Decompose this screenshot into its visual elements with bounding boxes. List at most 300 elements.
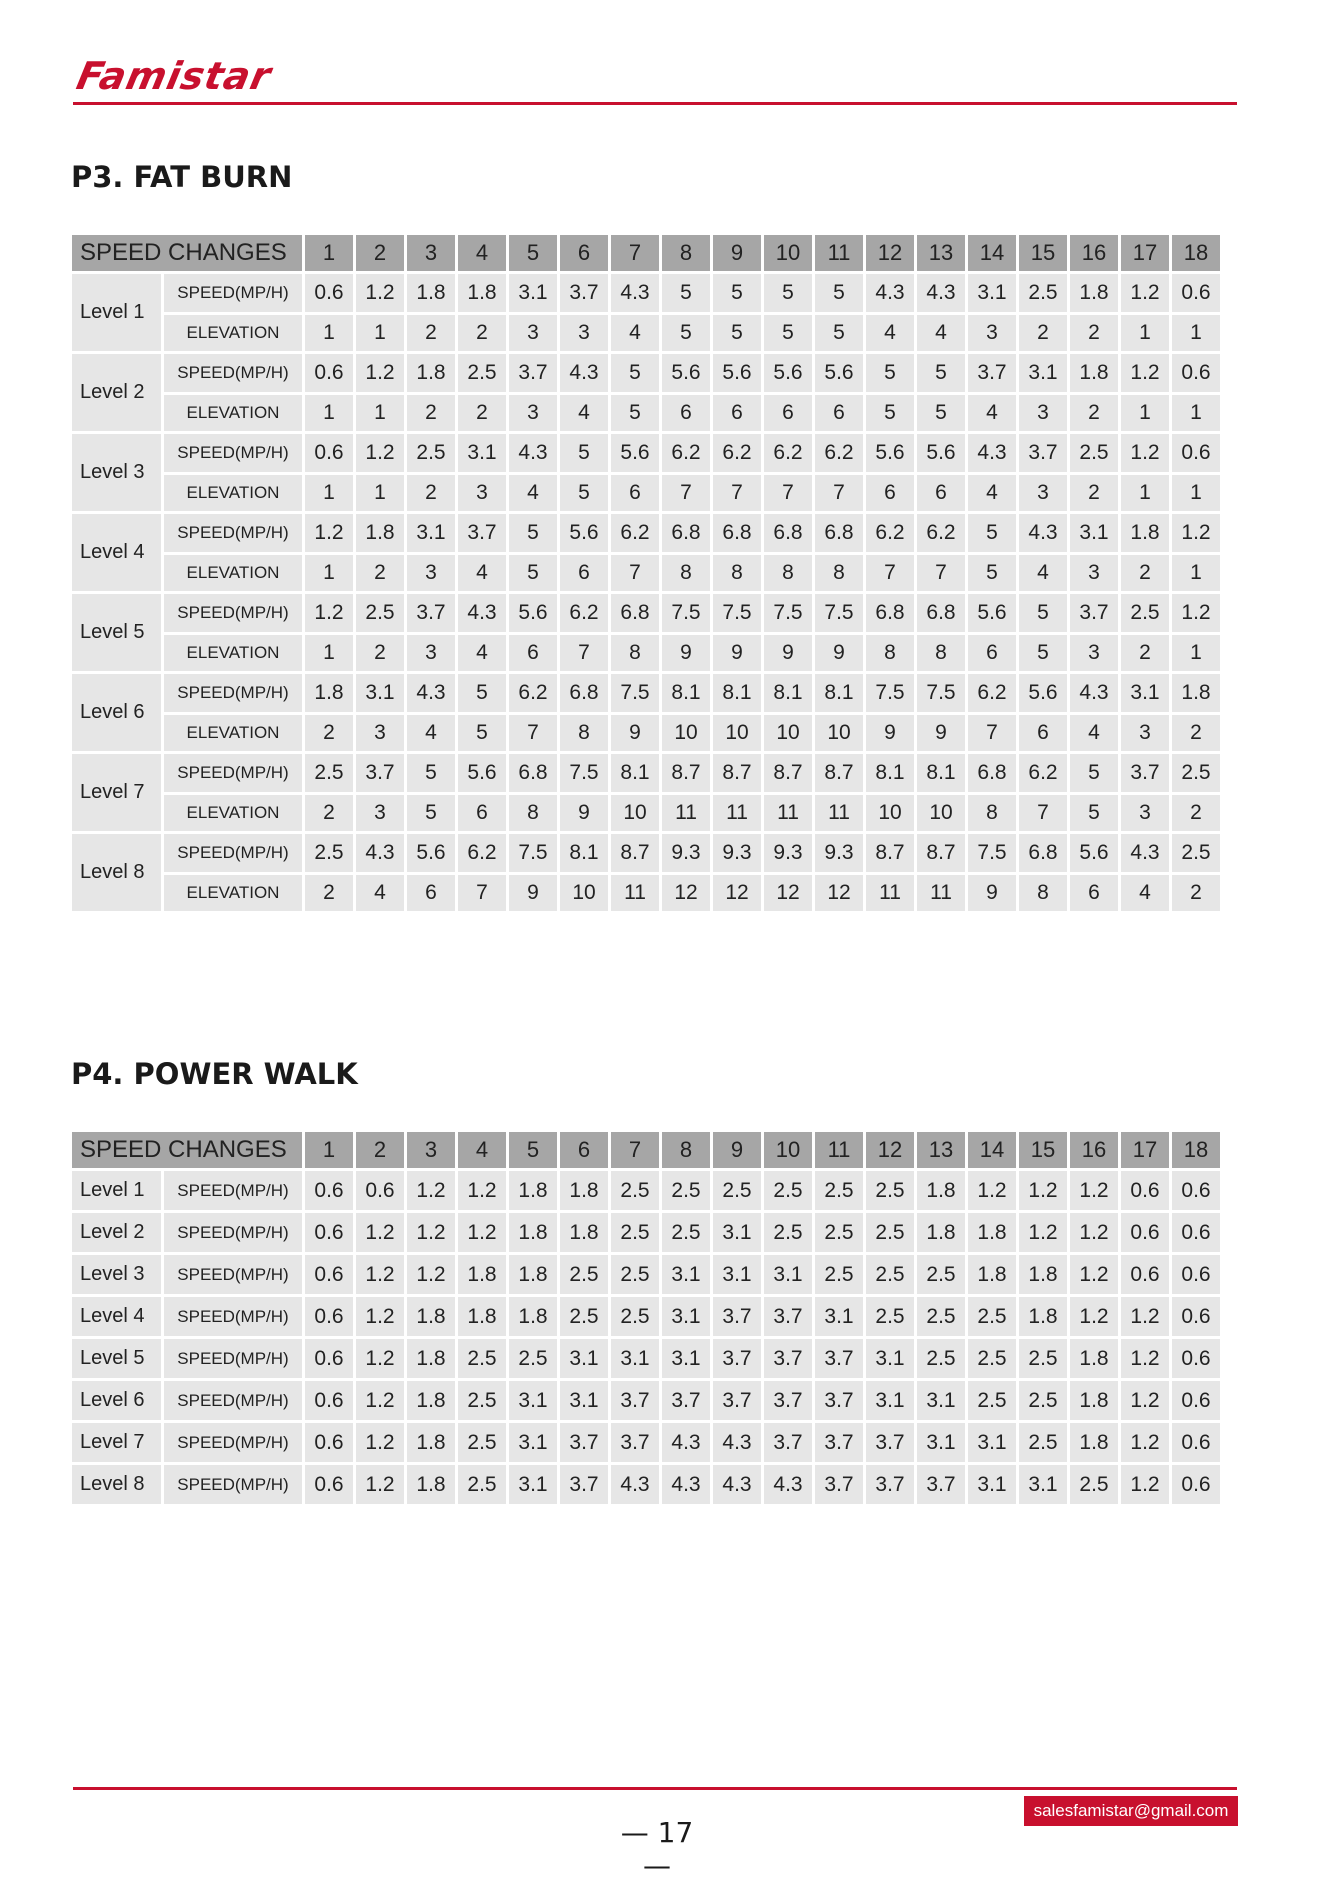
speed-cell: 3.1 bbox=[560, 1381, 608, 1420]
speed-cell: 0.6 bbox=[1121, 1213, 1169, 1252]
elevation-cell: 9 bbox=[662, 635, 710, 671]
speed-cell: 8.7 bbox=[713, 754, 761, 792]
elevation-cell: 10 bbox=[764, 715, 812, 751]
elevation-cell: 5 bbox=[407, 795, 455, 831]
speed-cell: 8.1 bbox=[764, 674, 812, 712]
elevation-cell: 3 bbox=[1070, 635, 1118, 671]
segment-header: 2 bbox=[356, 1132, 404, 1168]
speed-cell: 1.2 bbox=[1121, 434, 1169, 472]
speed-cell: 3.7 bbox=[1121, 754, 1169, 792]
speed-row-label: SPEED(MP/H) bbox=[164, 1339, 302, 1378]
elevation-cell: 4 bbox=[509, 475, 557, 511]
speed-cell: 1.8 bbox=[407, 1423, 455, 1462]
speed-cell: 3.7 bbox=[407, 594, 455, 632]
speed-cell: 3.1 bbox=[866, 1339, 914, 1378]
speed-cell: 7.5 bbox=[509, 834, 557, 872]
speed-row-label: SPEED(MP/H) bbox=[164, 1423, 302, 1462]
elevation-cell: 2 bbox=[1019, 315, 1067, 351]
speed-cell: 2.5 bbox=[458, 354, 506, 392]
speed-cell: 3.7 bbox=[917, 1465, 965, 1504]
speed-cell: 4.3 bbox=[1019, 514, 1067, 552]
elevation-cell: 6 bbox=[968, 635, 1016, 671]
level-label: Level 1 bbox=[72, 1171, 161, 1210]
speed-cell: 8.7 bbox=[662, 754, 710, 792]
speed-cell: 6.2 bbox=[917, 514, 965, 552]
level-label: Level 7 bbox=[72, 1423, 161, 1462]
speed-cell: 4.3 bbox=[713, 1423, 761, 1462]
speed-cell: 3.1 bbox=[407, 514, 455, 552]
elevation-cell: 1 bbox=[1172, 475, 1220, 511]
elevation-cell: 10 bbox=[662, 715, 710, 751]
segment-header: 13 bbox=[917, 235, 965, 271]
elevation-cell: 9 bbox=[611, 715, 659, 751]
speed-cell: 3.1 bbox=[815, 1297, 863, 1336]
speed-cell: 3.1 bbox=[968, 1465, 1016, 1504]
level-label: Level 8 bbox=[72, 834, 161, 911]
elevation-cell: 11 bbox=[815, 795, 863, 831]
speed-cell: 4.3 bbox=[611, 1465, 659, 1504]
segment-header: 3 bbox=[407, 235, 455, 271]
elevation-cell: 11 bbox=[662, 795, 710, 831]
speed-cell: 3.1 bbox=[713, 1213, 761, 1252]
speed-changes-header: SPEED CHANGES bbox=[72, 1132, 302, 1168]
elevation-cell: 10 bbox=[611, 795, 659, 831]
speed-cell: 3.7 bbox=[713, 1339, 761, 1378]
speed-cell: 4.3 bbox=[458, 594, 506, 632]
speed-cell: 1.2 bbox=[1019, 1171, 1067, 1210]
speed-cell: 2.5 bbox=[1172, 834, 1220, 872]
elevation-cell: 5 bbox=[560, 475, 608, 511]
speed-cell: 6.2 bbox=[611, 514, 659, 552]
speed-cell: 1.2 bbox=[1121, 1297, 1169, 1336]
section-title-p3: P3. FAT BURN bbox=[71, 160, 293, 194]
speed-cell: 1.8 bbox=[407, 274, 455, 312]
speed-cell: 3.7 bbox=[764, 1297, 812, 1336]
power-walk-table bbox=[69, 1129, 1223, 1507]
speed-cell: 3.7 bbox=[356, 754, 404, 792]
speed-cell: 6.2 bbox=[662, 434, 710, 472]
speed-cell: 7.5 bbox=[917, 674, 965, 712]
elevation-cell: 2 bbox=[458, 395, 506, 431]
speed-cell: 3.7 bbox=[764, 1339, 812, 1378]
speed-cell: 0.6 bbox=[1172, 1171, 1220, 1210]
speed-cell: 2.5 bbox=[1019, 1339, 1067, 1378]
segment-header: 18 bbox=[1172, 1132, 1220, 1168]
elevation-cell: 6 bbox=[866, 475, 914, 511]
speed-cell: 2.5 bbox=[866, 1255, 914, 1294]
speed-cell: 3.7 bbox=[1019, 434, 1067, 472]
speed-cell: 5 bbox=[662, 274, 710, 312]
elevation-cell: 2 bbox=[305, 715, 353, 751]
speed-cell: 4.3 bbox=[407, 674, 455, 712]
elevation-cell: 8 bbox=[917, 635, 965, 671]
elevation-cell: 7 bbox=[764, 475, 812, 511]
elevation-cell: 10 bbox=[917, 795, 965, 831]
elevation-cell: 7 bbox=[458, 875, 506, 911]
speed-cell: 5 bbox=[1070, 754, 1118, 792]
elevation-cell: 8 bbox=[764, 555, 812, 591]
elevation-cell: 6 bbox=[407, 875, 455, 911]
speed-cell: 1.2 bbox=[458, 1213, 506, 1252]
speed-cell: 3.7 bbox=[662, 1381, 710, 1420]
elevation-cell: 6 bbox=[662, 395, 710, 431]
speed-cell: 5 bbox=[560, 434, 608, 472]
elevation-cell: 8 bbox=[866, 635, 914, 671]
speed-cell: 1.2 bbox=[1070, 1255, 1118, 1294]
speed-cell: 6.8 bbox=[1019, 834, 1067, 872]
elevation-cell: 3 bbox=[509, 395, 557, 431]
elevation-cell: 7 bbox=[611, 555, 659, 591]
elevation-cell: 5 bbox=[458, 715, 506, 751]
elevation-row-label: ELEVATION bbox=[164, 795, 302, 831]
elevation-cell: 10 bbox=[866, 795, 914, 831]
elevation-cell: 3 bbox=[509, 315, 557, 351]
speed-cell: 1.2 bbox=[1070, 1171, 1118, 1210]
elevation-cell: 4 bbox=[1070, 715, 1118, 751]
speed-cell: 7.5 bbox=[713, 594, 761, 632]
speed-cell: 2.5 bbox=[305, 754, 353, 792]
speed-cell: 5 bbox=[458, 674, 506, 712]
speed-cell: 7.5 bbox=[764, 594, 812, 632]
elevation-cell: 2 bbox=[407, 475, 455, 511]
speed-cell: 1.8 bbox=[305, 674, 353, 712]
segment-header: 9 bbox=[713, 235, 761, 271]
speed-cell: 5 bbox=[713, 274, 761, 312]
elevation-cell: 3 bbox=[1121, 795, 1169, 831]
speed-cell: 7.5 bbox=[815, 594, 863, 632]
speed-cell: 8.1 bbox=[917, 754, 965, 792]
elevation-cell: 1 bbox=[1121, 395, 1169, 431]
speed-cell: 6.8 bbox=[968, 754, 1016, 792]
segment-header: 4 bbox=[458, 235, 506, 271]
elevation-cell: 1 bbox=[1121, 315, 1169, 351]
page-number: — 17 — bbox=[620, 1816, 694, 1882]
speed-cell: 6.8 bbox=[509, 754, 557, 792]
speed-cell: 5 bbox=[815, 274, 863, 312]
speed-cell: 3.1 bbox=[968, 1423, 1016, 1462]
speed-cell: 3.1 bbox=[509, 1423, 557, 1462]
speed-cell: 3.1 bbox=[968, 274, 1016, 312]
segment-header: 17 bbox=[1121, 1132, 1169, 1168]
speed-cell: 1.8 bbox=[509, 1297, 557, 1336]
speed-cell: 5.6 bbox=[407, 834, 455, 872]
speed-cell: 2.5 bbox=[815, 1213, 863, 1252]
elevation-cell: 4 bbox=[1019, 555, 1067, 591]
elevation-cell: 5 bbox=[866, 395, 914, 431]
speed-cell: 3.7 bbox=[713, 1297, 761, 1336]
speed-cell: 9.3 bbox=[713, 834, 761, 872]
speed-cell: 1.8 bbox=[509, 1171, 557, 1210]
speed-cell: 3.7 bbox=[509, 354, 557, 392]
elevation-cell: 11 bbox=[917, 875, 965, 911]
elevation-cell: 8 bbox=[560, 715, 608, 751]
elevation-cell: 5 bbox=[815, 315, 863, 351]
contact-email[interactable]: salesfamistar@gmail.com bbox=[1024, 1796, 1238, 1826]
elevation-cell: 7 bbox=[713, 475, 761, 511]
elevation-cell: 2 bbox=[1070, 475, 1118, 511]
speed-cell: 3.1 bbox=[1070, 514, 1118, 552]
segment-header: 8 bbox=[662, 235, 710, 271]
speed-cell: 0.6 bbox=[305, 1255, 353, 1294]
speed-cell: 5.6 bbox=[458, 754, 506, 792]
elevation-cell: 6 bbox=[713, 395, 761, 431]
elevation-cell: 8 bbox=[968, 795, 1016, 831]
speed-cell: 0.6 bbox=[1172, 1339, 1220, 1378]
elevation-cell: 4 bbox=[968, 475, 1016, 511]
speed-cell: 1.8 bbox=[1121, 514, 1169, 552]
speed-cell: 2.5 bbox=[458, 1381, 506, 1420]
elevation-cell: 10 bbox=[815, 715, 863, 751]
segment-header: 9 bbox=[713, 1132, 761, 1168]
speed-cell: 0.6 bbox=[305, 434, 353, 472]
speed-cell: 2.5 bbox=[764, 1171, 812, 1210]
segment-header: 7 bbox=[611, 235, 659, 271]
elevation-cell: 5 bbox=[713, 315, 761, 351]
elevation-cell: 9 bbox=[866, 715, 914, 751]
elevation-cell: 1 bbox=[356, 395, 404, 431]
speed-cell: 0.6 bbox=[1172, 1255, 1220, 1294]
speed-row-label: SPEED(MP/H) bbox=[164, 1297, 302, 1336]
speed-cell: 5.6 bbox=[509, 594, 557, 632]
speed-cell: 9.3 bbox=[815, 834, 863, 872]
elevation-cell: 4 bbox=[407, 715, 455, 751]
elevation-cell: 5 bbox=[1019, 635, 1067, 671]
speed-cell: 4.3 bbox=[866, 274, 914, 312]
segment-header: 6 bbox=[560, 235, 608, 271]
speed-cell: 7.5 bbox=[866, 674, 914, 712]
speed-cell: 6.8 bbox=[713, 514, 761, 552]
speed-row-label: SPEED(MP/H) bbox=[164, 674, 302, 712]
speed-cell: 3.7 bbox=[764, 1381, 812, 1420]
elevation-cell: 1 bbox=[305, 395, 353, 431]
speed-cell: 1.2 bbox=[356, 354, 404, 392]
level-label: Level 6 bbox=[72, 674, 161, 751]
speed-cell: 0.6 bbox=[356, 1171, 404, 1210]
speed-cell: 1.8 bbox=[917, 1171, 965, 1210]
speed-cell: 3.1 bbox=[509, 1381, 557, 1420]
speed-cell: 1.8 bbox=[407, 1465, 455, 1504]
speed-cell: 3.1 bbox=[713, 1255, 761, 1294]
level-label: Level 8 bbox=[72, 1465, 161, 1504]
speed-cell: 3.7 bbox=[968, 354, 1016, 392]
speed-cell: 1.2 bbox=[458, 1171, 506, 1210]
elevation-cell: 1 bbox=[356, 315, 404, 351]
elevation-cell: 7 bbox=[917, 555, 965, 591]
speed-cell: 5 bbox=[866, 354, 914, 392]
speed-cell: 4.3 bbox=[968, 434, 1016, 472]
elevation-cell: 9 bbox=[560, 795, 608, 831]
elevation-cell: 2 bbox=[1121, 635, 1169, 671]
elevation-cell: 7 bbox=[815, 475, 863, 511]
speed-cell: 5.6 bbox=[917, 434, 965, 472]
speed-cell: 3.7 bbox=[815, 1423, 863, 1462]
speed-changes-header: SPEED CHANGES bbox=[72, 235, 302, 271]
speed-cell: 1.8 bbox=[458, 274, 506, 312]
speed-cell: 3.1 bbox=[866, 1381, 914, 1420]
speed-cell: 1.2 bbox=[356, 1339, 404, 1378]
speed-cell: 2.5 bbox=[305, 834, 353, 872]
speed-cell: 3.1 bbox=[509, 1465, 557, 1504]
speed-row-label: SPEED(MP/H) bbox=[164, 1381, 302, 1420]
speed-cell: 7.5 bbox=[560, 754, 608, 792]
segment-header: 15 bbox=[1019, 1132, 1067, 1168]
elevation-cell: 1 bbox=[356, 475, 404, 511]
speed-cell: 4.3 bbox=[917, 274, 965, 312]
speed-row-label: SPEED(MP/H) bbox=[164, 1255, 302, 1294]
section-title-p4: P4. POWER WALK bbox=[71, 1057, 358, 1091]
elevation-cell: 8 bbox=[713, 555, 761, 591]
speed-cell: 2.5 bbox=[917, 1255, 965, 1294]
speed-cell: 4.3 bbox=[1070, 674, 1118, 712]
elevation-cell: 10 bbox=[713, 715, 761, 751]
speed-cell: 5 bbox=[611, 354, 659, 392]
speed-cell: 1.8 bbox=[407, 1297, 455, 1336]
speed-cell: 5.6 bbox=[1070, 834, 1118, 872]
speed-cell: 2.5 bbox=[356, 594, 404, 632]
elevation-cell: 12 bbox=[662, 875, 710, 911]
speed-cell: 0.6 bbox=[1172, 1423, 1220, 1462]
elevation-cell: 3 bbox=[1070, 555, 1118, 591]
elevation-cell: 8 bbox=[815, 555, 863, 591]
segment-header: 15 bbox=[1019, 235, 1067, 271]
elevation-cell: 4 bbox=[560, 395, 608, 431]
speed-cell: 6.8 bbox=[611, 594, 659, 632]
speed-cell: 6.2 bbox=[764, 434, 812, 472]
speed-cell: 1.2 bbox=[356, 1381, 404, 1420]
speed-cell: 3.7 bbox=[815, 1339, 863, 1378]
speed-cell: 6.8 bbox=[560, 674, 608, 712]
elevation-cell: 11 bbox=[713, 795, 761, 831]
level-label: Level 5 bbox=[72, 594, 161, 671]
speed-cell: 1.8 bbox=[1070, 1339, 1118, 1378]
speed-cell: 8.7 bbox=[611, 834, 659, 872]
speed-cell: 1.2 bbox=[1121, 354, 1169, 392]
speed-cell: 6.2 bbox=[1019, 754, 1067, 792]
speed-cell: 1.2 bbox=[1172, 514, 1220, 552]
speed-cell: 5.6 bbox=[611, 434, 659, 472]
elevation-cell: 5 bbox=[509, 555, 557, 591]
speed-cell: 1.8 bbox=[356, 514, 404, 552]
speed-cell: 6.8 bbox=[815, 514, 863, 552]
speed-cell: 3.7 bbox=[560, 1465, 608, 1504]
speed-cell: 1.8 bbox=[407, 1339, 455, 1378]
elevation-cell: 3 bbox=[407, 555, 455, 591]
speed-cell: 2.5 bbox=[713, 1171, 761, 1210]
elevation-cell: 7 bbox=[509, 715, 557, 751]
level-label: Level 2 bbox=[72, 354, 161, 431]
elevation-cell: 2 bbox=[1172, 795, 1220, 831]
speed-cell: 1.8 bbox=[1070, 354, 1118, 392]
level-label: Level 7 bbox=[72, 754, 161, 831]
speed-cell: 6.2 bbox=[968, 674, 1016, 712]
speed-cell: 0.6 bbox=[305, 1381, 353, 1420]
speed-row-label: SPEED(MP/H) bbox=[164, 834, 302, 872]
elevation-cell: 7 bbox=[1019, 795, 1067, 831]
speed-cell: 1.2 bbox=[1121, 1381, 1169, 1420]
elevation-cell: 6 bbox=[1019, 715, 1067, 751]
speed-cell: 2.5 bbox=[815, 1171, 863, 1210]
speed-cell: 2.5 bbox=[458, 1465, 506, 1504]
elevation-cell: 4 bbox=[458, 635, 506, 671]
elevation-cell: 6 bbox=[1070, 875, 1118, 911]
speed-cell: 0.6 bbox=[1172, 1297, 1220, 1336]
elevation-cell: 2 bbox=[407, 395, 455, 431]
elevation-cell: 2 bbox=[1070, 315, 1118, 351]
speed-cell: 2.5 bbox=[611, 1171, 659, 1210]
speed-cell: 5.6 bbox=[764, 354, 812, 392]
level-label: Level 3 bbox=[72, 1255, 161, 1294]
speed-cell: 1.8 bbox=[968, 1255, 1016, 1294]
speed-cell: 2.5 bbox=[1121, 594, 1169, 632]
speed-cell: 1.8 bbox=[407, 354, 455, 392]
speed-cell: 5.6 bbox=[1019, 674, 1067, 712]
speed-cell: 5.6 bbox=[866, 434, 914, 472]
speed-cell: 3.7 bbox=[611, 1381, 659, 1420]
speed-cell: 2.5 bbox=[815, 1255, 863, 1294]
elevation-cell: 5 bbox=[1070, 795, 1118, 831]
speed-cell: 5 bbox=[917, 354, 965, 392]
speed-cell: 3.1 bbox=[1019, 1465, 1067, 1504]
speed-cell: 5.6 bbox=[815, 354, 863, 392]
speed-cell: 5 bbox=[1019, 594, 1067, 632]
speed-cell: 5.6 bbox=[968, 594, 1016, 632]
speed-cell: 3.1 bbox=[662, 1339, 710, 1378]
speed-cell: 2.5 bbox=[968, 1339, 1016, 1378]
speed-row-label: SPEED(MP/H) bbox=[164, 434, 302, 472]
speed-row-label: SPEED(MP/H) bbox=[164, 514, 302, 552]
speed-cell: 8.1 bbox=[713, 674, 761, 712]
speed-cell: 0.6 bbox=[305, 1423, 353, 1462]
speed-cell: 1.2 bbox=[407, 1171, 455, 1210]
elevation-cell: 3 bbox=[1019, 475, 1067, 511]
elevation-cell: 2 bbox=[356, 555, 404, 591]
speed-cell: 3.1 bbox=[356, 674, 404, 712]
speed-cell: 3.1 bbox=[662, 1255, 710, 1294]
elevation-cell: 8 bbox=[509, 795, 557, 831]
speed-cell: 1.2 bbox=[305, 514, 353, 552]
speed-cell: 1.2 bbox=[407, 1255, 455, 1294]
speed-cell: 1.8 bbox=[509, 1255, 557, 1294]
segment-header: 10 bbox=[764, 1132, 812, 1168]
segment-header: 2 bbox=[356, 235, 404, 271]
elevation-cell: 2 bbox=[1121, 555, 1169, 591]
speed-cell: 3.1 bbox=[1121, 674, 1169, 712]
elevation-cell: 3 bbox=[560, 315, 608, 351]
speed-cell: 4.3 bbox=[560, 354, 608, 392]
speed-cell: 3.7 bbox=[458, 514, 506, 552]
speed-cell: 3.1 bbox=[611, 1339, 659, 1378]
speed-cell: 2.5 bbox=[458, 1339, 506, 1378]
speed-cell: 1.2 bbox=[1121, 1339, 1169, 1378]
segment-header: 1 bbox=[305, 235, 353, 271]
elevation-cell: 8 bbox=[662, 555, 710, 591]
speed-cell: 1.2 bbox=[356, 434, 404, 472]
speed-cell: 0.6 bbox=[305, 1465, 353, 1504]
speed-cell: 7.5 bbox=[968, 834, 1016, 872]
speed-cell: 1.8 bbox=[1019, 1297, 1067, 1336]
elevation-cell: 9 bbox=[509, 875, 557, 911]
segment-header: 12 bbox=[866, 235, 914, 271]
level-label: Level 4 bbox=[72, 514, 161, 591]
segment-header: 16 bbox=[1070, 1132, 1118, 1168]
speed-cell: 1.2 bbox=[356, 1423, 404, 1462]
speed-cell: 0.6 bbox=[1172, 1465, 1220, 1504]
segment-header: 3 bbox=[407, 1132, 455, 1168]
speed-cell: 4.3 bbox=[1121, 834, 1169, 872]
speed-cell: 2.5 bbox=[764, 1213, 812, 1252]
speed-cell: 0.6 bbox=[305, 274, 353, 312]
speed-cell: 0.6 bbox=[305, 1297, 353, 1336]
